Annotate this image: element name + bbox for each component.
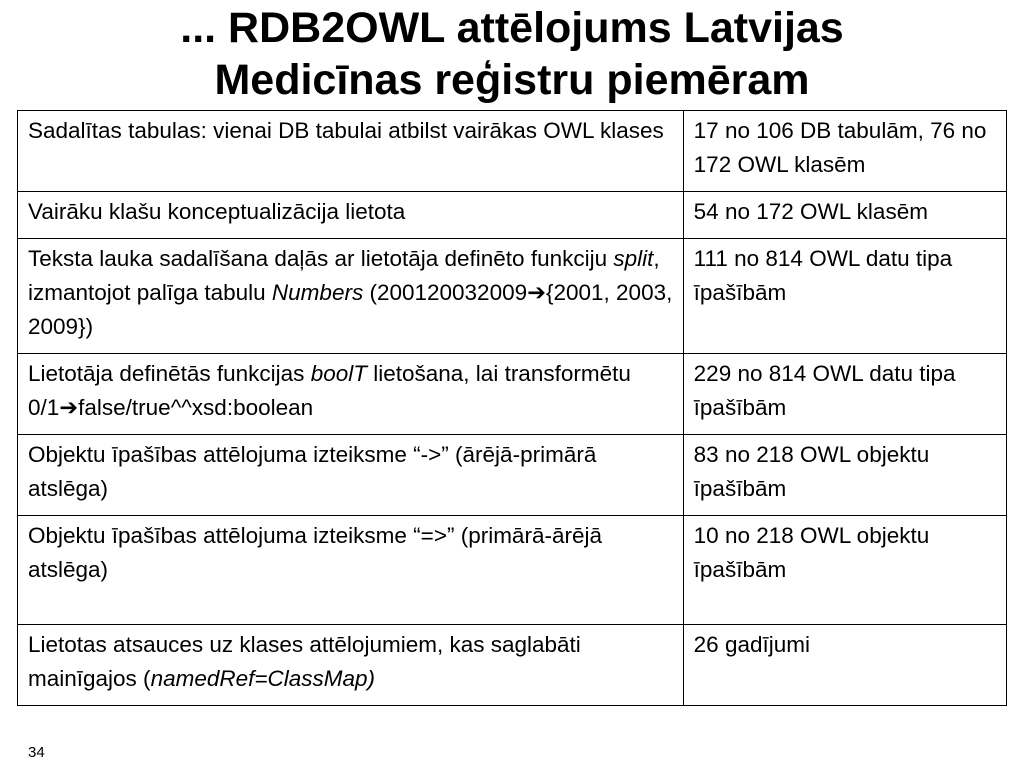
slide-title [0,2,1024,106]
feature-text: Lietotāja definētās funkcijas [28,361,311,386]
feature-cell: Objektu īpašības attēlojuma izteiksme “->” (ārējā-primārā atslēga) [18,435,684,516]
feature-text: false/true^^xsd:boolean [78,395,314,420]
feature-cell: Vairāku klašu konceptualizācija lietota [18,192,684,239]
table-row [18,625,1007,706]
feature-text: lietošana, lai transformētu 0/1 [28,361,631,420]
table-row [18,111,1007,192]
table-row [18,435,1007,516]
count-cell: 54 no 172 OWL klasēm [683,192,1006,239]
slide-title-line-2: Medicīnas reģistru piemēram [214,56,810,104]
feature-cell [18,354,684,435]
function-name-split: split [613,246,654,271]
feature-text: Teksta lauka sadalīšana daļās ar lietotāja definēto funkciju [28,246,614,271]
page-number: 34 [28,744,45,761]
count-cell: 26 gadījumi [683,625,1006,706]
table-row [18,239,1007,354]
feature-text: , izmantojot palīga tabulu [28,246,660,305]
count-cell: 10 no 218 OWL objektu īpašībām [683,516,1006,625]
slide-title-line-1: ... RDB2OWL attēlojums Latvijas [180,4,844,52]
feature-cell: Objektu īpašības attēlojuma izteiksme “=>” (primārā-ārējā atslēga) [18,516,684,625]
feature-text: Lietotas atsauces uz klases attēlojumiem, kas saglabāti mainīgajos ( [28,632,581,691]
statistics-table [17,110,1007,706]
feature-text: {2001, 2003, 2009}) [28,280,673,339]
arrow-icon: ➔ [59,395,79,420]
named-ref-expression: namedRef=ClassMap) [150,666,376,691]
feature-cell: Sadalītas tabulas: vienai DB tabulai atbilst vairākas OWL klases [18,111,684,192]
table-row [18,192,1007,239]
table-name-numbers: Numbers [271,280,364,305]
table-row [18,354,1007,435]
count-cell: 111 no 814 OWL datu tipa īpašībām [683,239,1006,354]
feature-cell [18,625,684,706]
table-row [18,516,1007,625]
feature-cell [18,239,684,354]
arrow-icon: ➔ [527,280,546,305]
count-cell: 83 no 218 OWL objektu īpašībām [683,435,1006,516]
function-name-boolt: boolT [310,361,367,386]
count-cell: 229 no 814 OWL datu tipa īpašībām [683,354,1006,435]
feature-text: (200120032009 [363,280,528,305]
count-cell: 17 no 106 DB tabulām, 76 no 172 OWL klasēm [683,111,1006,192]
